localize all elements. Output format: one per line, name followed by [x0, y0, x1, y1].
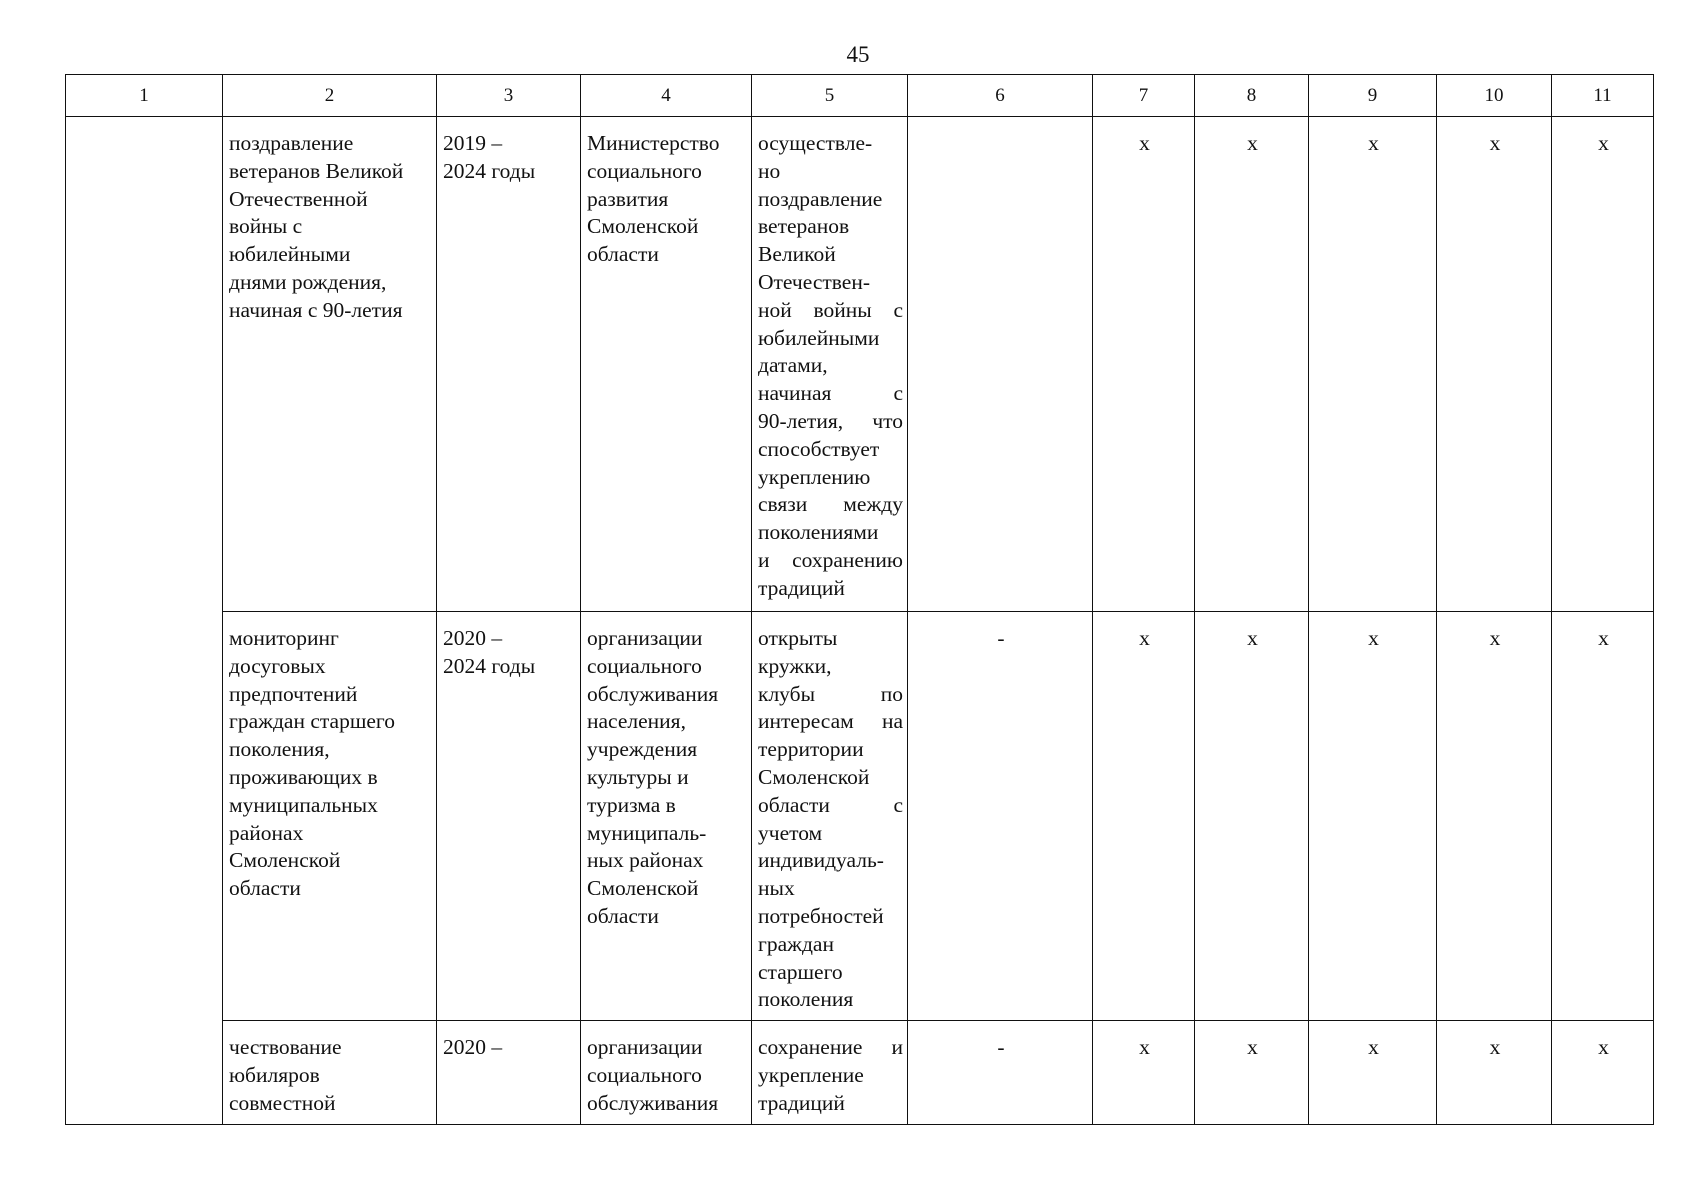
cell-line: 2024 годы	[443, 653, 536, 678]
col1-merged-cell	[66, 117, 223, 1125]
cell-line: Великой	[758, 242, 836, 267]
cell-line: 2024 годы	[443, 158, 536, 183]
cell-line: укрепление	[758, 1062, 864, 1087]
cell-line: районах	[229, 820, 304, 845]
cell-line: ных	[758, 876, 795, 901]
cell-line: войны с	[229, 214, 303, 239]
result-cell	[752, 1021, 908, 1125]
cell-line: поколения,	[229, 737, 330, 762]
mark-cell-col8: х	[1195, 612, 1309, 1021]
cell-line: области с	[758, 792, 903, 817]
period-cell	[437, 612, 581, 1021]
cell-line: ных районах	[587, 848, 704, 873]
measure-cell	[223, 117, 437, 612]
cell-line: развития	[587, 186, 669, 211]
mark-cell-col11: х	[1552, 117, 1654, 612]
column-header-1: 1	[66, 75, 223, 117]
mark-cell-col10: х	[1437, 117, 1552, 612]
cell-line: юбилейными	[758, 325, 880, 350]
cell-line: поколения	[758, 987, 854, 1012]
cell-line: учреждения	[587, 737, 698, 762]
cell-line: области	[587, 242, 659, 267]
column-header-4: 4	[581, 75, 752, 117]
column-header-3: 3	[437, 75, 581, 117]
cell-line: Смоленской	[587, 876, 699, 901]
cell-line: днями рождения,	[229, 269, 387, 294]
period-cell	[437, 117, 581, 612]
header-row	[66, 75, 1654, 117]
column-header-2: 2	[223, 75, 437, 117]
cell-line: способствует	[758, 436, 880, 461]
column-header-5: 5	[752, 75, 908, 117]
data-table	[65, 74, 1654, 1125]
mark-cell-col11: х	[1552, 1021, 1654, 1125]
column-header-6: 6	[908, 75, 1093, 117]
cell-line: досуговых	[229, 653, 326, 678]
cell-line: потребностей	[758, 903, 884, 928]
cell-line: ветеранов	[758, 214, 850, 239]
table-row	[66, 117, 1654, 612]
cell-line: клубы по	[758, 681, 903, 706]
cell-line: населения,	[587, 709, 686, 734]
cell-line: граждан старшего	[229, 709, 395, 734]
table-row	[66, 1021, 1654, 1125]
cell-line: территории	[758, 737, 864, 762]
measure-cell	[223, 612, 437, 1021]
cell-line: проживающих в	[229, 764, 378, 789]
cell-line: индивидуаль-	[758, 848, 884, 873]
cell-line: обслуживания	[587, 681, 719, 706]
column-header-8: 8	[1195, 75, 1309, 117]
column-header-7: 7	[1093, 75, 1195, 117]
period-cell	[437, 1021, 581, 1125]
cell-line: области	[587, 903, 659, 928]
cell-line: социального	[587, 653, 702, 678]
cell-line: поздравление	[758, 186, 883, 211]
cell-line: начиная с 90-летия	[229, 297, 403, 322]
cell-line: области	[229, 876, 301, 901]
executor-cell	[581, 117, 752, 612]
cell-line: 2020 –	[443, 626, 503, 650]
col6-cell: -	[908, 612, 1093, 1021]
col6-cell	[908, 117, 1093, 612]
mark-cell-col11: х	[1552, 612, 1654, 1021]
col6-cell: -	[908, 1021, 1093, 1125]
cell-line: организации	[587, 1035, 703, 1059]
column-header-9: 9	[1309, 75, 1437, 117]
mark-cell-col8: х	[1195, 117, 1309, 612]
cell-line: старшего	[758, 959, 843, 984]
column-header-11: 11	[1552, 75, 1654, 117]
executor-cell	[581, 612, 752, 1021]
mark-cell-col7: х	[1093, 117, 1195, 612]
cell-line: Смоленской	[758, 764, 870, 789]
cell-line: традиций	[758, 1090, 845, 1115]
cell-line: Смоленской	[587, 214, 699, 239]
mark-cell-col8: х	[1195, 1021, 1309, 1125]
mark-cell-col7: х	[1093, 612, 1195, 1021]
cell-line: поздравление	[229, 131, 354, 155]
cell-line: туризма в	[587, 792, 676, 817]
cell-line: граждан	[758, 931, 834, 956]
cell-line: мониторинг	[229, 626, 339, 650]
page-number: 45	[846, 42, 870, 67]
mark-cell-col10: х	[1437, 1021, 1552, 1125]
cell-line: укреплению	[758, 464, 871, 489]
cell-line: ветеранов Великой	[229, 158, 404, 183]
cell-line: кружки,	[758, 653, 832, 678]
result-cell	[752, 612, 908, 1021]
cell-line: муниципаль-	[587, 820, 707, 845]
cell-line: юбилейными	[229, 242, 351, 267]
cell-line: 90-летия, что	[758, 408, 903, 433]
cell-line: начиная с	[758, 381, 903, 406]
cell-line: традиций	[758, 575, 845, 600]
cell-line: связи между	[758, 492, 903, 517]
cell-line: Смоленской	[229, 848, 341, 873]
mark-cell-col10: х	[1437, 612, 1552, 1021]
cell-line: но	[758, 158, 781, 183]
cell-line: открыты	[758, 626, 838, 650]
cell-line: и сохранению	[758, 547, 903, 572]
cell-line: интересам на	[758, 709, 903, 734]
result-cell	[752, 117, 908, 612]
mark-cell-col9: х	[1309, 612, 1437, 1021]
cell-line: 2019 –	[443, 131, 503, 155]
cell-line: Министерство	[587, 131, 720, 155]
cell-line: юбиляров	[229, 1062, 320, 1087]
cell-line: совместной	[229, 1090, 336, 1115]
cell-line: социального	[587, 158, 702, 183]
cell-line: осуществле-	[758, 131, 873, 155]
cell-line: Отечественной	[229, 186, 368, 211]
cell-line: учетом	[758, 820, 823, 845]
cell-line: предпочтений	[229, 681, 358, 706]
cell-line: чествование	[229, 1035, 342, 1059]
cell-line: сохранение и	[758, 1035, 903, 1059]
cell-line: ной войны с	[758, 297, 903, 322]
cell-line: муниципальных	[229, 792, 378, 817]
cell-line: обслуживания	[587, 1090, 719, 1115]
column-header-10: 10	[1437, 75, 1552, 117]
executor-cell	[581, 1021, 752, 1125]
cell-line: Отечествен-	[758, 269, 870, 294]
cell-line: датами,	[758, 353, 828, 378]
cell-line: социального	[587, 1062, 702, 1087]
cell-line: организации	[587, 626, 703, 650]
mark-cell-col7: х	[1093, 1021, 1195, 1125]
mark-cell-col9: х	[1309, 117, 1437, 612]
cell-line: 2020 –	[443, 1035, 503, 1059]
table-row	[66, 612, 1654, 1021]
cell-line: поколениями	[758, 520, 879, 545]
mark-cell-col9: х	[1309, 1021, 1437, 1125]
cell-line: культуры и	[587, 764, 689, 789]
measure-cell	[223, 1021, 437, 1125]
